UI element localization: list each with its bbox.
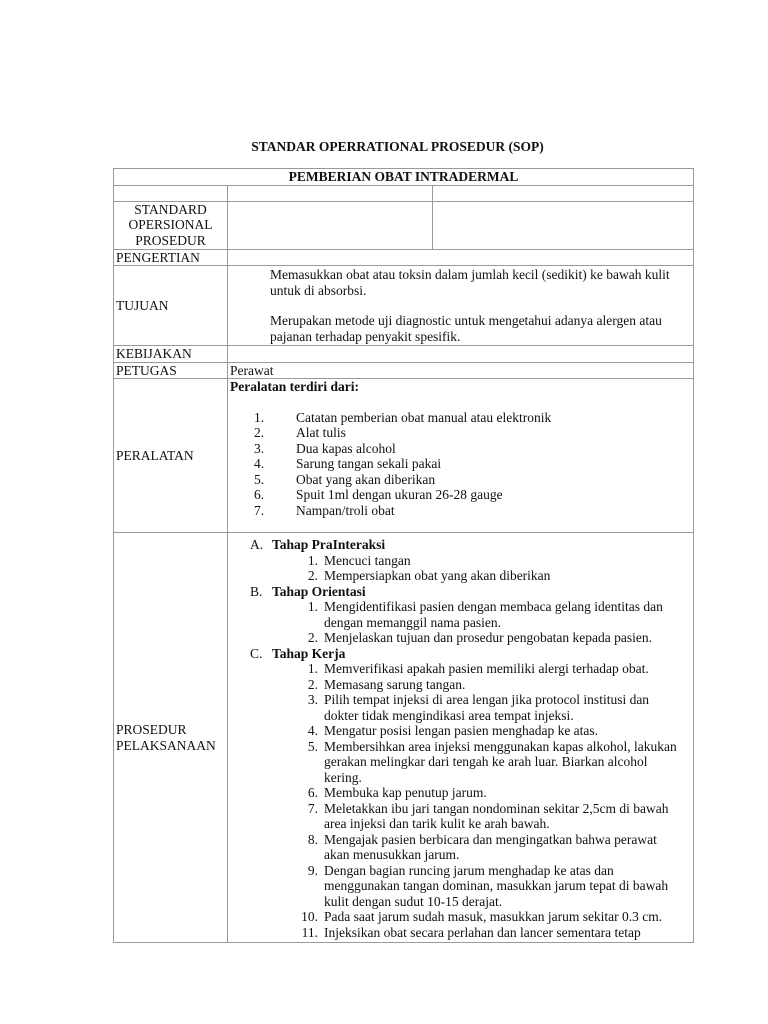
stage-steps [230,553,691,584]
list-item: 7. Nampan/troli obat [254,502,395,518]
prosedur-row [114,533,694,943]
list-item: 2. Memasang sarung tangan. [307,676,466,692]
kebijakan-value [228,346,694,363]
table-title: PEMBERIAN OBAT INTRADERMAL [114,169,694,186]
table-title-row [114,169,694,186]
list-item: 2. Alat tulis [254,425,346,440]
kebijakan-row [114,346,694,363]
peralatan-label: PERALATAN [114,379,228,533]
petugas-label: PETUGAS [114,362,228,379]
list-item: 1. Mencuci tangan [307,552,411,568]
document-title: STANDAR OPERRATIONAL PROSEDUR (SOP) [251,139,544,154]
list-item: 10. Pada saat jarum sudah masuk, masukkan jarum sekitar 0.3 cm. [301,909,663,924]
empty-cell [228,201,433,249]
list-item: 5. Membersihkan area injeksi menggunakan kapas alkohol, lakukan gerakan melingkar dari tengah ke arah luar. Biarkan alcohol kering. [307,738,677,785]
sop-label-line: STANDARD [134,201,207,217]
list-item: 5. Obat yang akan diberikan [254,471,436,487]
empty-cell [114,185,228,201]
stage-heading: B. Tahap Orientasi [250,583,366,599]
petugas-row [114,362,694,379]
list-item: 2. Mempersiapkan obat yang akan diberikan [307,568,551,583]
sop-header-row [114,201,694,249]
list-item: 4. Sarung tangan sekali pakai [254,456,442,471]
empty-cell [433,185,694,201]
list-item: 11. Injeksikan obat secara perlahan dan lancer sementara tetap [301,924,641,940]
prosedur-value [228,533,694,943]
list-item: 4. Mengatur posisi lengan pasien menghadap ke atas. [307,723,599,738]
prosedur-label [114,533,228,943]
list-item: 3. Dua kapas alcohol [254,440,396,456]
sop-label-line: PROSEDUR [135,232,206,248]
pengertian-label: PENGERTIAN [114,249,228,266]
peralatan-value [228,379,694,533]
paragraph-gap [230,298,691,313]
list-item: 1. Catatan pemberian obat manual atau elektronik [254,409,552,425]
pengertian-row [114,249,694,266]
list-item: 1. Memverifikasi apakah pasien memiliki alergi terhadap obat. [307,661,649,676]
list-item: 9. Dengan bagian runcing jarum menghadap ke atas dan menggunakan tangan dominan, masukkan jarum tepat di bawah kulit dengan sudut 10-15 derajat. [307,862,669,909]
list-item: 1. Mengidentifikasi pasien dengan membaca gelang identitas dan dengan memanggil nama pasien. [307,599,663,630]
kebijakan-label: KEBIJAKAN [114,346,228,363]
peralatan-list [230,410,691,519]
sop-label-line: OPERSIONAL [128,217,213,233]
list-item: 3. Pilih tempat injeksi di area lengan jika protocol institusi dan dokter tidak mengindikasi area tempat injeksi. [307,692,650,723]
prosedur-label-line: PROSEDUR [116,722,187,737]
sop-label [114,201,228,249]
empty-cell [228,185,433,201]
stage-steps [230,599,691,646]
peralatan-row [114,379,694,533]
list-item: 6. Membuka kap penutup jarum. [307,785,487,800]
tujuan-value [228,266,694,346]
spacer-row [114,185,694,201]
peralatan-heading: Peralatan terdiri dari: [230,379,359,394]
tujuan-row [114,266,694,346]
list-item: 7. Meletakkan ibu jari tangan nondominan sekitar 2,5cm di bawah area injeksi dan tarik kulit ke arah bawah. [307,800,669,831]
pengertian-value [228,249,694,266]
list-item: 6. Spuit 1ml dengan ukuran 26-28 gauge [254,487,503,502]
list-item: 2. Menjelaskan tujuan dan prosedur pengobatan kepada pasien. [307,630,653,645]
tujuan-paragraph: Memasukkan obat atau toksin dalam jumlah kecil (sedikit) ke bawah kulit untuk di absorbsi. [270,267,670,298]
sop-table [113,168,694,943]
stage-steps [230,661,691,940]
petugas-value: Perawat [228,362,694,379]
tujuan-label: TUJUAN [114,266,228,346]
list-item: 8. Mengajak pasien berbicara dan mengingatkan bahwa perawat akan menusukkan jarum. [307,831,657,862]
tujuan-paragraph: Merupakan metode uji diagnostic untuk mengetahui adanya alergen atau pajanan terhadap penyakit spesifik. [270,313,662,344]
prosedur-label-line: PELAKSANAAN [116,737,216,753]
stage-heading: C. Tahap Kerja [250,645,346,661]
empty-cell [433,201,694,249]
stage-heading: A. Tahap PraInteraksi [250,537,386,552]
